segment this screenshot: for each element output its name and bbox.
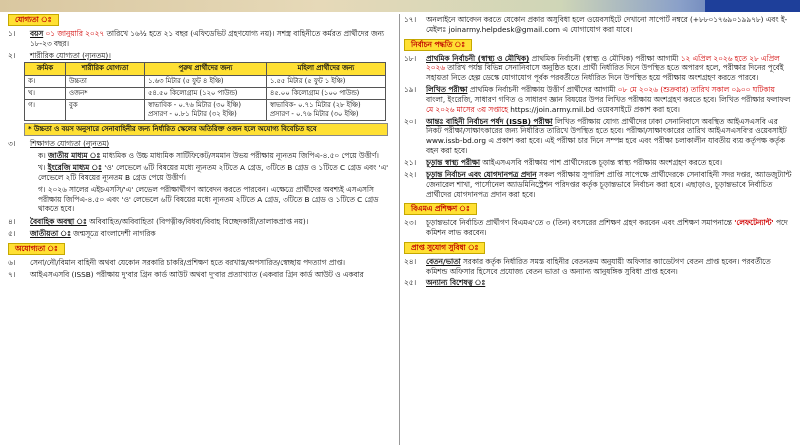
table-row: ক। উচ্চতা ১.৬৩ মিটার (৫ ফুট ৪ ইঞ্চি) ১.৫৫ মিটার (৫ ফুট ১ ইঞ্চি): [25, 75, 386, 87]
benefits-header: প্রাপ্ত সুযোগ সুবিধা ঃ: [404, 242, 485, 254]
weight-note: * উচ্চতা ও বয়স অনুসারে সেনাবাহিনীর জন্য নির্ধারিত স্কেলের অতিরিক্ত ওজন হলে অযোগ্য বিবেচিত হবে: [24, 123, 388, 136]
physical-label: শারীরিক যোগ্যতা (ন্যূনতম)।: [30, 50, 111, 60]
item-bma-training: ২৩। চূড়ান্তভাবে নির্বাচিত প্রার্থীগণ বিএমএ'তে ৩ (তিন) বৎসরের প্রশিক্ষণ গ্রহণ করবেন এবং প্রশিক্ষণ সমাপনান্তে 'লেফটেন্যান্ট' পদে কমিশন লাভ করবেন।: [404, 218, 788, 238]
item-written-exam: ১৯। লিখিত পরীক্ষা প্রাথমিক নির্বাচনী পরীক্ষায় উত্তীর্ণ প্রার্থীদের আগামী ০৮ মে ২০২৬ (শুক্রবার) তারিখ সকাল ০৯০০ ঘটিকায় বাংলা, ইংরেজি, সাধারণ গণিত ও সাধারণ জ্ঞান বিষয়ের উপর লিখিত পরীক্ষায় অংশগ্রহণ করতে হবে। লিখিত পরীক্ষার ফলাফল মে ২০২৬ মাসের ৩য় সপ্তাহে https://join.army.mil.bd ওয়েবসাইটে প্রকাশ করা হবে।: [404, 85, 791, 114]
education-english: খ। ইংরেজি মাধ্যম ঃ 'ও' লেভেলে ৬টি বিষয়ের মধ্যে ন্যূনতম ২টিতে A গ্রেড, ৩টিতে B গ্রেড ও ১টিতে C গ্রেড এবং 'এ' লেভেলে ২টি বিষয়ের ন্যূনতম B গ্রেড পেয়ে উত্তীর্ণ।: [38, 163, 389, 182]
ineligibility-header: অযোগ্যতা ঃ: [8, 243, 65, 255]
eligibility-header: যোগ্যতা ঃ: [8, 14, 59, 26]
table-row: খ। ওজন* ৫৪.৫০ কিলোগ্রাম (১২০ পাউন্ড) ৪৫.০০ কিলোগ্রাম (১০০ পাউন্ড): [25, 87, 386, 99]
item-nationality: ৫। জাতীয়তা ঃ জন্মসূত্রে বাংলাদেশী নাগরিক: [8, 229, 156, 239]
table-header-row: ক্রমিক শারীরিক যোগ্যতা পুরুষ প্রার্থীদের জন্য মহিলা প্রার্থীদের জন্য: [25, 63, 386, 75]
physical-requirements-table: [24, 62, 386, 121]
item-age: ১। বয়স ০১ জানুয়ারি ২০২৭ তারিখে ১৬½ হতে ২১ বছর (এফিডেভিট গ্রহণযোগ্য নয়)। সশস্ত্র বাহিনীতে কর্মরত প্রার্থীদের জন্য ১৮-২৩ বছর।: [8, 28, 384, 48]
item-marital: ৪। বৈবাহিক অবস্থা ঃ অবিবাহিত/অবিবাহিতা (বিপত্নীক/বিধবা/বিবাহ বিচ্ছেদকারী/তালাকপ্রাপ্ত নয়)।: [8, 217, 309, 227]
education-hsc-note: গ। ২০২৬ সালের এইচএসসি/'এ' লেভেল পরীক্ষার্থীগণ আবেদন করতে পারবেন। এক্ষেত্রে প্রার্থীদের অবশ্যই এসএসসি পরীক্ষায় জিপিএ-৪.৫০ এবং 'ও' লেভেলে ৬টি বিষয়ের মধ্যে ন্যূনতম ২টিতে A গ্রেড, ৩টিতে B গ্রেড ও ১টিতে C গ্রেড থাকতে হবে।: [38, 184, 379, 214]
item-issb: ২০। আন্তঃ বাহিনী নির্বাচন পর্ষদ (ISSB) পরীক্ষা লিখিত পরীক্ষায় যোগ্য প্রার্থীদের ঢাকা সেনানিবাসে অবস্থিত আইএসএসবি এর নিকট পরীক্ষা/সাক্ষাৎকারের জন্য নির্ধারিত তারিখে উপস্থিত হতে হবে। পরীক্ষা/সাক্ষাৎকারের তারিখ আইএসএসবি'র ওয়েবসাইট www.issb-bd.org এ প্রকাশ করা হবে। এই পরীক্ষা চার দিনে সম্পন্ন হবে এবং পরীক্ষা চলাকালীন যাবতীয় ব্যয় কর্তৃপক্ষ কর্তৃক বহন করা হবে।: [404, 116, 787, 156]
item-final-selection: ২২। চূড়ান্ত নির্বাচন এবং যোগদানপত্র প্রদান সকল পরীক্ষায় সুপারিশ প্রাপ্তি সাপেক্ষে প্রার্থীদেরকে সেনাবাহিনী সদর দপ্তর, অ্যাডজুট্যান্ট জেনারেল শাখা, পার্সোনেল অ্যাডমিনিস্ট্রেশন পরিদপ্তর কর্তৃক চূড়ান্তভাবে নির্বাচন করা হবে। এছাড়াও, চূড়ান্তভাবে নির্বাচিত প্রার্থীদের যোগদানপত্র প্রদান করা হবে।: [404, 169, 792, 199]
education-label: শিক্ষাগত যোগ্যতা (ন্যূনতম): [30, 139, 110, 149]
age-date: ০১ জানুয়ারি ২০২৭: [45, 28, 105, 38]
age-label: বয়স: [30, 28, 44, 38]
right-column: [404, 12, 794, 445]
item-salary: ২৪। বেতন/ভাতা সরকার কর্তৃক নির্ধারিত সমস্ত বাহিনীর বেতনক্রম অনুযায়ী অফিসার ক্যাডেটগণ বেতন প্রাপ্ত হবেন। পরবর্তীতে কমিশন্ড অফিসার হিসেবে প্রযোজ্য বেতন ভাতা ও অন্যান্য আনুষঙ্গিক সুবিধা প্রাপ্ত হবেন।: [404, 256, 771, 276]
column-divider: [399, 14, 400, 445]
top-banner: [0, 0, 800, 12]
item-dismissed: ৬। সেনা/নৌ/বিমান বাহিনী অথবা যেকোন সরকারি চাকরি/প্রশিক্ষণ হতে বরখাস্ত/অপসারিত/স্বেচ্ছায় পদত্যাগ প্রাপ্ত।: [8, 257, 345, 267]
item-issb-rejected: ৭। আইএসএসবি (ISSB) পরীক্ষায় দু'বার গ্রিন কার্ড আউট অথবা দু'বার প্রত্যাখ্যাত (একবার গ্রিন কার্ড আউট ও একবার: [8, 269, 364, 279]
item-preliminary: ১৮। প্রাথমিক নির্বাচনী (স্বাস্থ্য ও মৌখিক) প্রাথমিক নির্বাচনী (স্বাস্থ্য ও মৌখিক) পরীক্ষা আগামী ১২ এপ্রিল ২০২৬ হতে ২৮ এপ্রিল ২০২৬ তারিখ পর্যন্ত বিভিন্ন সেনানিবাসে অনুষ্ঠিত হবে। প্রার্থী নির্ধারিত দিনে উপস্থিত হতে অপারগ হলে, পরীক্ষার দিনের পূর্বেই সহায়তা নিতে হেল্প ডেস্কে যোগাযোগ পূর্বক পরবর্তীতে নির্ধারিত দিনে উপস্থিত হয়ে পরীক্ষায় অংশগ্রহণ করতে পারবে।: [404, 53, 784, 83]
left-column: [8, 12, 395, 445]
selection-header: নির্বাচন পদ্ধতি ঃ: [404, 39, 472, 51]
item-education: ৩। শিক্ষাগত যোগ্যতা (ন্যূনতম): [8, 139, 395, 149]
item-physical: ২। শারীরিক যোগ্যতা (ন্যূনতম)।: [8, 51, 395, 61]
item-other-features: ২৫। অন্যান্য বিশেষত্ব ঃ: [404, 278, 486, 288]
item-helpdesk: ১৭। অনলাইনে আবেদন করতে যেকোন প্রকার অসুবিধা হলে ওয়েবসাইটে দেখানো সাপোর্ট নম্বরে (+৮৮০১৭৬৯০১৯৯৭৮) এবং ই-মেইলঃ joinarmy.helpdesk@gmail.com এ যোগাযোগ করা যাবে।: [404, 15, 788, 34]
table-row: গ। বুক স্বাভাবিক - ০.৭৬ মিটার (৩০ ইঞ্চি) প্রসারণ - ০.৮১ মিটার (৩২ ইঞ্চি) স্বাভাবিক- ০.৭১ মিটার (২৮ ইঞ্চি) প্রসারণ - ০.৭৬ মিটার (৩০ ইঞ্চি): [25, 99, 386, 120]
education-national: ক। জাতীয় মাধ্যম ঃ মাধ্যমিক ও উচ্চ মাধ্যমিক সার্টিফিকেট/সমমান উভয় পরীক্ষায় ন্যূনতম জিপিএ-৪.৫০ পেয়ে উত্তীর্ণ।: [38, 151, 379, 161]
item-final-medical: ২১। চূড়ান্ত স্বাস্থ্য পরীক্ষা আইএসএসবি পরীক্ষায় পাশ প্রার্থীদেরকে চূড়ান্ত স্বাস্থ্য পরীক্ষায় অংশগ্রহণ করতে হবে।: [404, 157, 722, 167]
training-header: বিএমএ প্রশিক্ষণ ঃ: [404, 203, 477, 215]
top-banner-blue: [705, 0, 800, 12]
